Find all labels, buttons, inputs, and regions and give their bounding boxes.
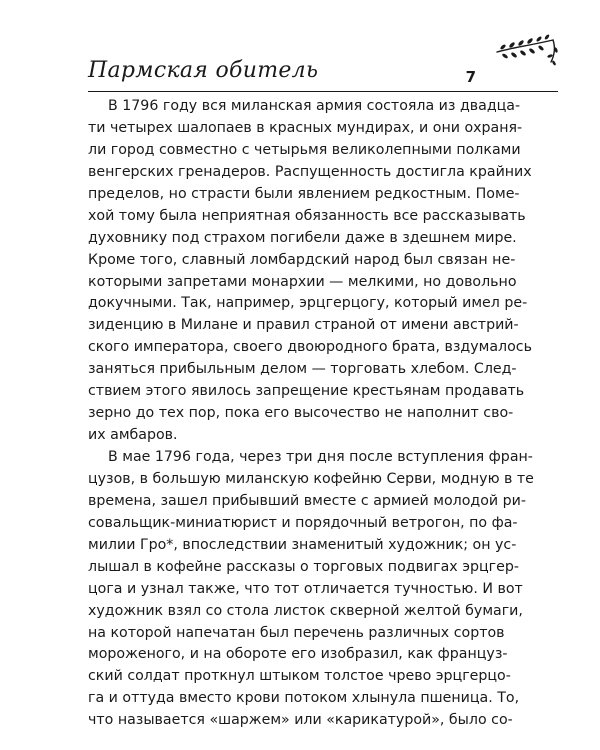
text-line: венгерских гренадеров. Распущенность достигла крайних	[88, 163, 532, 180]
text-line: ского императора, своего двоюродного брата, вздумалось	[88, 339, 532, 356]
branch-ornament-icon	[493, 30, 558, 70]
text-line: мороженого, и на обороте его изобразил, как француз-	[88, 646, 508, 663]
body-text	[88, 96, 534, 732]
text-line: лышал в кофейне рассказы о торговых подвигах эрцгер-	[88, 558, 519, 575]
text-line: что называется «шаржем» или «карикатурой», было со-	[88, 712, 513, 729]
text-line: зерно до тех пор, пока его высочество не наполнит сво-	[88, 405, 514, 422]
text-line: зиденцию в Милане и правил страной от имени австрий-	[88, 317, 519, 334]
page-number: 7	[465, 68, 476, 86]
text-line: их амбаров.	[88, 427, 178, 444]
running-title: Пармская обитель	[88, 58, 319, 83]
paragraph-1	[88, 96, 532, 447]
text-line: ли город совместно с четырьмя великолепными полками	[88, 141, 521, 158]
text-line: В мае 1796 года, через три дня после вступления фран-	[108, 449, 533, 465]
text-line: га и оттуда вместо крови потоком хлынула пшеница. То,	[88, 690, 520, 707]
text-line: ский солдат проткнул штыком толстое чрево эрцгерцо-	[88, 668, 511, 685]
header-rule	[88, 91, 558, 92]
paragraph-2	[88, 447, 534, 732]
text-line: духовнику под страхом погибели даже в здешнем мире.	[88, 229, 517, 246]
text-line: на которой напечатан был перечень различных сортов	[88, 624, 505, 641]
text-line: цузов, в большую миланскую кофейню Серви, модную в те	[88, 470, 534, 487]
text-line: ти четырех шалопаев в красных мундирах, и они охраня-	[88, 119, 523, 136]
text-line: пределов, но страсти были явлением редкостным. Поме-	[88, 185, 520, 202]
text-line: милии Гро*, впоследствии знаменитый художник; он ус-	[88, 536, 517, 553]
text-line: заняться прибыльным делом — торговать хлебом. След-	[88, 361, 517, 378]
text-line: В 1796 году вся миланская армия состояла из двадца-	[108, 98, 521, 114]
text-line: которыми запретами монархии — мелкими, но довольно	[88, 273, 517, 290]
text-line: цога и узнал также, что тот отличается тучностью. И вот	[88, 580, 523, 597]
text-line: совальщик-миниатюрист и порядочный ветрогон, по фа-	[88, 514, 518, 531]
text-line: художник взял со стола листок скверной желтой бумаги,	[88, 602, 523, 619]
text-line: ствием этого явилось запрещение крестьянам продавать	[88, 383, 525, 400]
text-line: докучными. Так, например, эрцгерцогу, который имел ре-	[88, 295, 528, 312]
text-line: хой тому была неприятная обязанность все рассказывать	[88, 207, 526, 224]
text-line: Кроме того, славный ломбардский народ был связан не-	[88, 251, 516, 268]
page-header	[88, 30, 558, 90]
text-line: времена, зашел прибывший вместе с армией молодой ри-	[88, 492, 526, 509]
